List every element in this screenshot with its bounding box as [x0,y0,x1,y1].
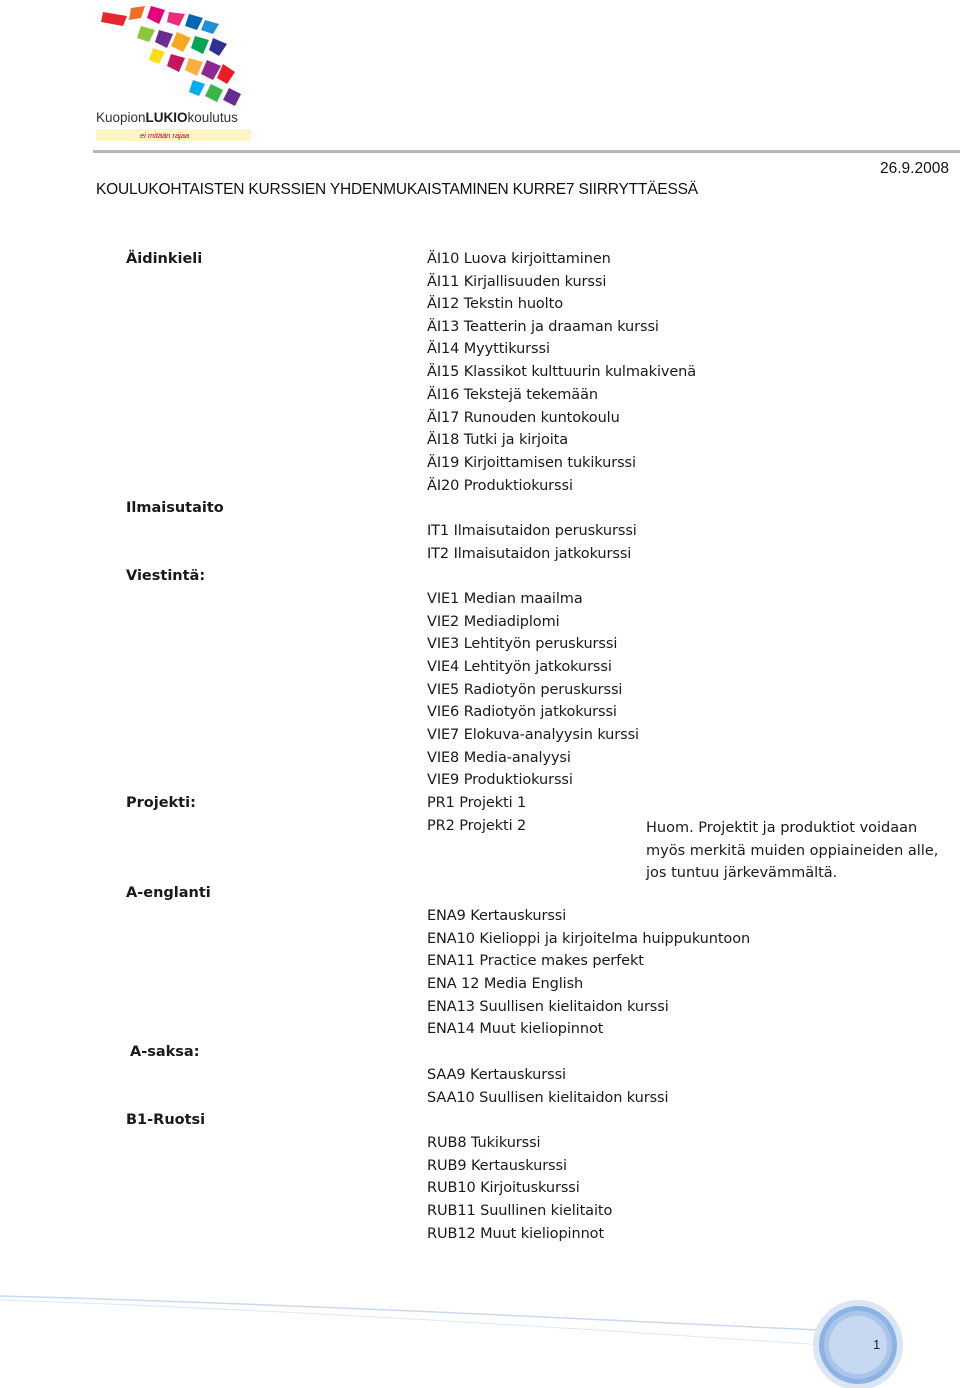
course-item: ENA13 Suullisen kielitaidon kurssi [427,999,669,1015]
subject-aidinkieli: Äidinkieli [126,251,203,267]
course-item: ÄI18 Tutki ja kirjoita [427,432,569,448]
course-item: VIE7 Elokuva-analyysin kurssi [427,727,639,743]
footer-curve [0,1290,960,1388]
course-item: ÄI15 Klassikot kulttuurin kulmakivenä [427,364,697,380]
projects-note: Huom. Projektit ja produktiot voidaan myös merkitä muiden oppiaineiden alle, jos tuntuu järkevämmältä. [646,820,939,882]
course-item: SAA10 Suullisen kielitaidon kurssi [427,1090,669,1106]
course-item: PR2 Projekti 2 [427,818,527,834]
subject-b1-ruotsi: B1-Ruotsi [126,1112,206,1128]
course-item: RUB8 Tukikurssi [427,1135,541,1151]
course-item: ÄI20 Produktiokurssi [427,478,573,494]
subject-projekti: Projekti: [126,795,196,811]
course-item: VIE2 Mediadiplomi [427,614,560,630]
course-item: VIE5 Radiotyön peruskurssi [427,682,623,698]
course-item: ÄI17 Runouden kuntokoulu [427,410,620,426]
course-item: ÄI10 Luova kirjoittaminen [427,251,611,267]
subject-viestinta: Viestintä: [126,568,206,584]
course-item: ÄI16 Tekstejä tekemään [427,387,598,403]
course-item: SAA9 Kertauskurssi [427,1067,566,1083]
course-item: IT1 Ilmaisutaidon peruskurssi [427,523,637,539]
course-item: VIE1 Median maailma [427,591,583,607]
course-item: ÄI13 Teatterin ja draaman kurssi [427,319,659,335]
subject-a-englanti: A-englanti [126,885,211,901]
course-item: ENA 12 Media English [427,976,584,992]
course-item: VIE8 Media-analyysi [427,750,571,766]
course-item: ÄI19 Kirjoittamisen tukikurssi [427,455,636,471]
course-item: RUB10 Kirjoituskurssi [427,1180,580,1196]
course-item: ÄI12 Tekstin huolto [427,296,563,312]
page-number: 1 [873,1337,881,1352]
course-item: IT2 Ilmaisutaidon jatkokurssi [427,546,632,562]
course-item: RUB11 Suullinen kielitaito [427,1203,613,1219]
course-item: ÄI14 Myyttikurssi [427,341,550,357]
course-item: RUB9 Kertauskurssi [427,1158,567,1174]
subject-a-saksa: A-saksa: [130,1044,200,1060]
logo-tagline: ei mitään rajaa [140,131,190,140]
course-item: ENA9 Kertauskurssi [427,908,567,924]
course-item: VIE4 Lehtityön jatkokurssi [427,659,612,675]
logo-brand-text: KuopionLUKIOkoulutus [96,110,238,125]
document-date: 26.9.2008 [880,160,949,177]
subject-ilmaisutaito: Ilmaisutaito [126,500,224,516]
course-item: ENA10 Kielioppi ja kirjoitelma huippukuntoon [427,931,751,947]
course-item: ENA11 Practice makes perfekt [427,953,644,969]
course-item: VIE3 Lehtityön peruskurssi [427,636,618,652]
course-item: ENA14 Muut kieliopinnot [427,1021,604,1037]
course-item: VIE9 Produktiokurssi [427,772,573,788]
course-item: RUB12 Muut kieliopinnot [427,1226,605,1242]
course-item: ÄI11 Kirjallisuuden kurssi [427,274,607,290]
kuopion-lukio-logo [93,2,258,150]
course-item: VIE6 Radiotyön jatkokurssi [427,704,617,720]
course-item: PR1 Projekti 1 [427,795,527,811]
document-title: KOULUKOHTAISTEN KURSSIEN YHDENMUKAISTAMINEN KURRE7 SIIRRYTTÄESSÄ [96,181,698,198]
header-rule [93,150,960,153]
